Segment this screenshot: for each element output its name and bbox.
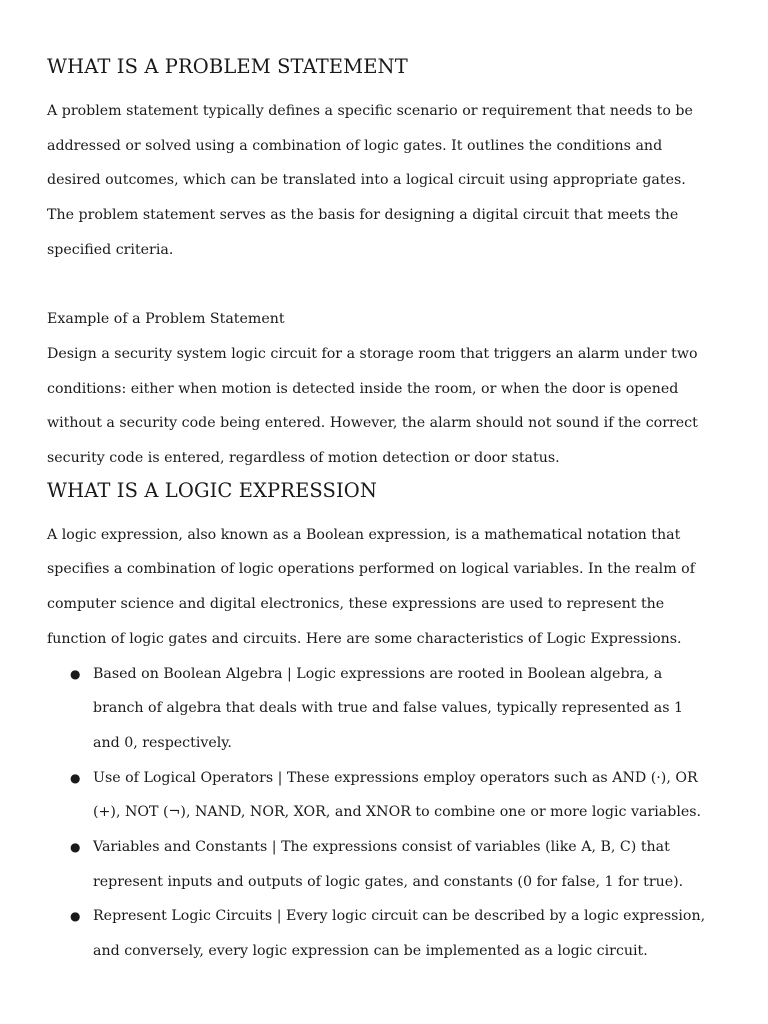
example-subheading: Example of a Problem Statement xyxy=(47,311,285,328)
bullet-icon: ● xyxy=(70,666,81,681)
list-item-text: Represent Logic Circuits | Every logic circuit can be described by a logic expression, and conversely, every logic expression can be implemented as a logic circuit. xyxy=(93,908,706,960)
list-item-text: Based on Boolean Algebra | Logic expressions are rooted in Boolean algebra, a branch of algebra that deals with true and false values, typically represented as 1 and 0, respectively. xyxy=(93,665,684,751)
list-item-text: Variables and Constants | The expressions consist of variables (like A, B, C) that represent inputs and outputs of logic gates, and constants (0 for false, 1 for true). xyxy=(93,839,684,890)
list-item-text: Use of Logical Operators | These expressions employ operators such as AND (·), OR (+), NOT (¬), NAND, NOR, XOR, and XNOR to combine one or more logic variables. xyxy=(93,769,702,821)
list-item xyxy=(47,761,714,830)
spacer xyxy=(47,506,714,518)
list-item xyxy=(47,899,714,968)
list-item xyxy=(47,657,714,761)
example-paragraph: Design a security system logic circuit for a storage room that triggers an alarm under two conditions: either when motion is detected inside the room, or when the door is opened without a security code being entered. However, the alarm should not sound if the correct security code is entered, regardless of motion detection or door status. xyxy=(47,345,698,467)
characteristics-list xyxy=(47,657,714,969)
bullet-icon: ● xyxy=(70,770,81,785)
list-item xyxy=(47,830,714,899)
problem-statement-paragraph: A problem statement typically defines a specific scenario or requirement that needs to be addressed or solved using a combination of logic gates. It outlines the conditions and desired outcomes, which can be translated into a logical circuit using appropriate gates. The problem statement serves as the basis for designing a digital circuit that meets the specified criteria. xyxy=(47,103,693,258)
bullet-icon: ● xyxy=(70,909,81,924)
section-heading-problem-statement: WHAT IS A PROBLEM STATEMENT xyxy=(47,55,408,78)
bullet-icon: ● xyxy=(70,840,81,855)
spacer xyxy=(47,268,714,303)
section-heading-logic-expression: WHAT IS A LOGIC EXPRESSION xyxy=(47,478,378,502)
logic-expression-paragraph: A logic expression, also known as a Boolean expression, is a mathematical notation that specifies a combination of logic operations performed on logical variables. In the realm of computer science and digital electronics, these expressions are used to represent the function of logic gates and circuits. Here are some characteristics of Logic Expressions. xyxy=(47,526,695,647)
spacer xyxy=(47,82,714,94)
